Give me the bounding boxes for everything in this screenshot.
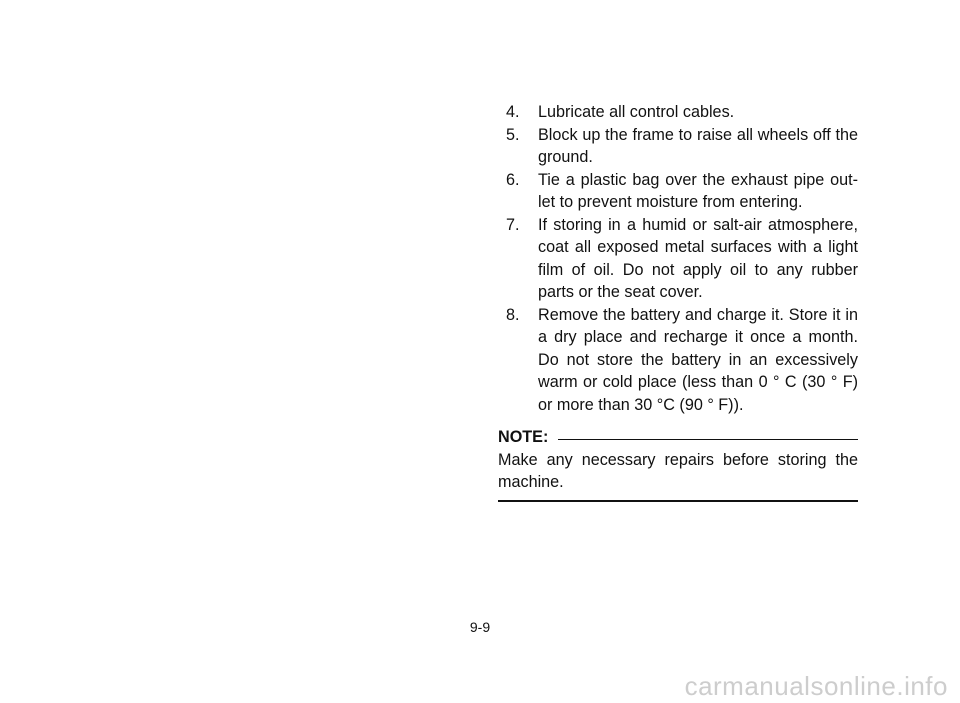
note-label: NOTE: (498, 428, 549, 446)
step-number: 8. (506, 305, 520, 324)
step-text: Lubricate all control cables. (538, 103, 735, 121)
list-item (498, 169, 858, 214)
watermark: carmanualsonline.info (684, 671, 948, 701)
note-box (498, 426, 858, 502)
note-text: Make any necessary repairs before storing the machine. (498, 450, 858, 491)
note-top-rule (558, 439, 858, 440)
step-number: 6. (506, 170, 520, 189)
note-header (498, 426, 858, 449)
storage-steps-list (498, 101, 858, 416)
content-column (498, 101, 858, 502)
step-text: Block up the frame to raise all wheels off the ground. (538, 125, 858, 166)
list-item (498, 101, 858, 124)
note-bottom-rule (498, 500, 858, 502)
list-item (498, 214, 858, 304)
step-number: 4. (506, 103, 520, 121)
page-number: 9-9 (469, 619, 491, 635)
step-number: 5. (506, 125, 520, 144)
step-text: Tie a plastic bag over the exhaust pipe out-let to prevent moisture from entering. (538, 170, 858, 211)
step-number: 7. (506, 215, 520, 234)
list-item (498, 304, 858, 417)
list-item (498, 124, 858, 169)
step-text: Remove the battery and charge it. Store it in a dry place and recharge it once a month. Do not store the battery in an excessively warm or cold place (less than 0 ° C (30 ° F) or more than 30 °C (90 ° F)). (538, 305, 858, 414)
step-text: If storing in a humid or salt-air atmosphere, coat all exposed metal surfaces with a light film of oil. Do not apply oil to any rubber parts or the seat cover. (538, 215, 858, 301)
